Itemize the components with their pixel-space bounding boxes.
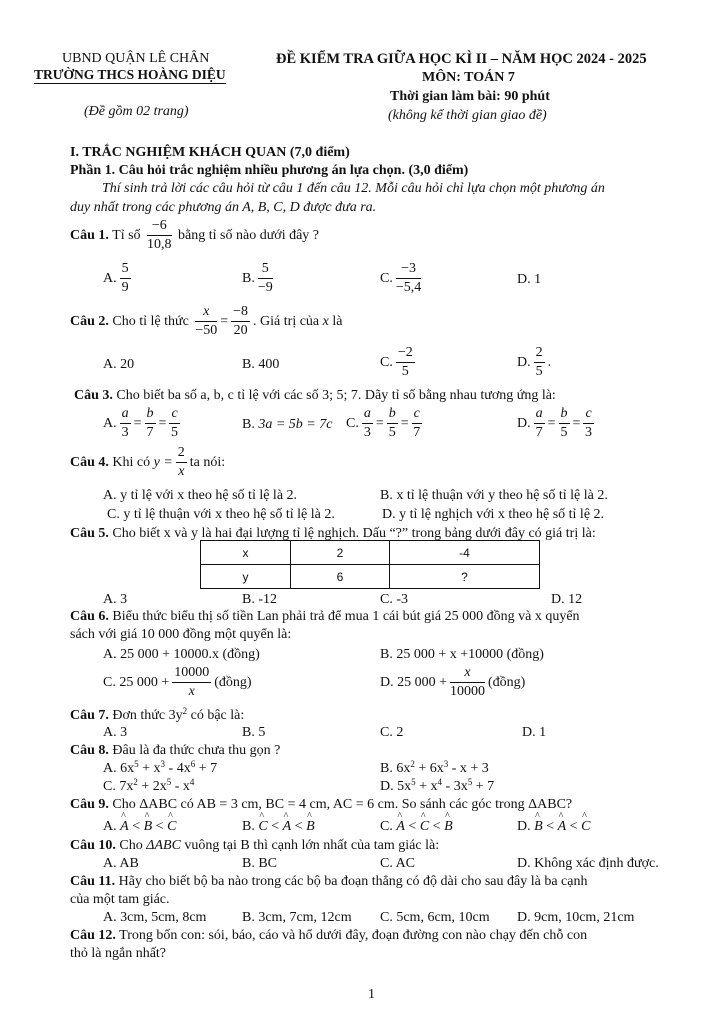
instruction-line-1: Thí sinh trả lời các câu hỏi từ câu 1 đến câu 12. Mỗi câu hỏi chỉ lựa chọn một phương án [102,181,605,196]
table-cell: x [201,541,291,565]
q5-option-c: C. -3 [380,592,408,607]
q6-option-a: A. 25 000 + 10000.x (đồng) [103,647,260,662]
q8-option-b: B. $6x^2 + 6x^3 - x + 3$ [380,759,489,776]
subject: MÔN: TOÁN 7 [422,70,515,85]
fraction: $\frac{-6}{10,8}$ [147,218,172,252]
q5-option-d: D. 12 [551,592,583,607]
q9-option-c: C. ^ A < ^ C < ^ B [380,820,453,834]
school-name: TRƯỜNG THCS HOÀNG DIỆU [34,67,226,82]
table-cell: 2 [291,541,390,565]
instruction-line-2: duy nhất trong các phương án A, B, C, D được đưa ra. [70,200,377,215]
question-12-line-1: Câu 12. Trong bốn con: sói, báo, cáo và hổ dưới đây, đoạn đường con nào chạy đến chỗ con [70,928,588,943]
part1-title: Phần 1. Câu hỏi trắc nghiệm nhiều phương án lựa chọn. (3,0 điểm) [70,163,469,178]
q8-option-c: C. $7x^2 + 2x^5 - x^4$ [103,777,195,794]
q3-option-d: D. $\frac{a}{7}$ = $\frac{b}{5}$ = $\frac{c}{3}$ [517,406,593,440]
q11-option-b: B. 3cm, 7cm, 12cm [242,910,352,925]
q9-option-b: B. ^ C < ^ A < ^ B [242,820,315,834]
q1-option-a: A. $\frac{5}{9}$ [103,261,129,295]
q7-option-a: A. 3 [103,725,128,740]
table-cell: ? [389,565,539,589]
q2-option-d: D. $\frac{2}{5}$ . [517,345,552,379]
q8-option-d: D. $5x^5 + x^4 - 3x^5 + 7$ [380,777,495,794]
q1-option-b: B. $\frac{5}{-9}$ [242,261,273,295]
q2-option-c: C. $\frac{-2}{5}$ [380,345,413,379]
section-title: I. TRẮC NGHIỆM KHÁCH QUAN (7,0 điểm) [70,145,350,160]
table-cell: 6 [291,565,390,589]
question-9: Câu 9. Cho ΔABC có AB = 3 cm, BC = 4 cm, AC = 6 cm. So sánh các góc trong ΔABC? [70,797,573,812]
page-number: 1 [368,987,375,1002]
duration: Thời gian làm bài: 90 phút [390,89,550,104]
q7-option-c: C. 2 [380,725,404,740]
values-table [200,540,540,589]
q9-option-a: A. ^ A < ^ B < ^ C [103,820,176,834]
q2-option-b: B. 400 [242,357,280,372]
question-12-line-2: thỏ là ngắn nhất? [70,946,167,961]
q10-option-c: C. AC [380,856,416,871]
q2-option-a: A. 20 [103,357,135,372]
q11-option-a: A. 3cm, 5cm, 8cm [103,910,207,925]
question-5: Câu 5. Cho biết x và y là hai đại lượng tỉ lệ nghịch. Dấu “?” trong bảng dưới đây có giá trị là: [70,526,596,541]
question-1: Câu 1. Tỉ số $\frac{-6}{10,8}$ bằng tỉ số nào dưới đây ? [70,218,320,252]
table-row [201,565,540,589]
table-cell: y [201,565,291,589]
question-4: Câu 4. Khi có y = $\frac{2}{x}$ ta nói: [70,445,226,479]
question-11-line-2: của một tam giác. [70,892,170,907]
question-8: Câu 8. Đâu là đa thức chưa thu gọn ? [70,743,281,758]
q7-option-b: B. 5 [242,725,266,740]
q10-option-b: B. BC [242,856,278,871]
department-name: UBND QUẬN LÊ CHÂN [62,51,210,66]
question-3: Câu 3. Cho biết ba số a, b, c tỉ lệ với các số 3; 5; 7. Dãy tỉ số bằng nhau tương ứng là: [74,388,556,403]
q5-option-b: B. -12 [242,592,277,607]
q3-option-b: B. 3a = 5b = 7c [242,417,333,432]
q4-option-b: B. x tỉ lệ thuận với y theo hệ số tỉ lệ là 2. [380,488,608,503]
q1-option-d: D. 1 [517,272,542,287]
q3-option-c: C. $\frac{a}{3}$ = $\frac{b}{5}$ = $\frac{c}{7}$ [346,406,421,440]
pages-note: (Đề gồm 02 trang) [84,104,189,119]
question-6-line-2: sách với giá 10 000 đồng một quyển là: [70,627,292,642]
q10-option-d: D. Không xác định được. [517,856,659,871]
question-6-line-1: Câu 6. Biểu thức biểu thị số tiền Lan phải trả để mua 1 cái bút giá 25 000 đồng và x quyển [70,609,580,624]
duration-note: (không kể thời gian giao đề) [388,108,547,123]
exam-title: ĐỀ KIỂM TRA GIỮA HỌC KÌ II – NĂM HỌC 2024 - 2025 [276,51,647,67]
question-10: Câu 10. Cho ΔABC vuông tại B thì cạnh lớn nhất của tam giác là: [70,838,440,853]
q4-option-a: A. y tỉ lệ với x theo hệ số tỉ lệ là 2. [103,488,298,503]
q11-option-d: D. 9cm, 10cm, 21cm [517,910,635,925]
q9-option-d: D. ^ B < ^ A < ^ C [517,820,590,834]
q7-option-d: D. 1 [522,725,547,740]
question-2: Câu 2. Cho tỉ lệ thức $\frac{x}{-50}$ = $\frac{-8}{20}$ . Giá trị của x là [70,304,343,338]
q6-option-d: D. 25 000 + $\frac{x}{10000}$ (đồng) [380,665,526,699]
q1-option-c: C. $\frac{-3}{-5,4}$ [380,261,422,295]
question-11-line-1: Câu 11. Hãy cho biết bộ ba nào trong các bộ ba đoạn thẳng có độ dài cho sau đây là ba cạnh [70,874,588,889]
q6-option-b: B. 25 000 + x +10000 (đồng) [380,647,544,662]
q4-option-d: D. y tỉ lệ nghịch với x theo hệ số tỉ lệ 2. [382,507,605,522]
q8-option-a: A. $6x^5 + x^3 - 4x^6 + 7$ [103,759,218,776]
table-row [201,541,540,565]
q10-option-a: A. AB [103,856,139,871]
question-7: Câu 7. Đơn thức $3y^2$ có bậc là: [70,706,245,723]
q11-option-c: C. 5cm, 6cm, 10cm [380,910,490,925]
q4-option-c: C. y tỉ lệ thuận với x theo hệ số tỉ lệ là 2. [107,507,335,522]
q3-option-a: A. $\frac{a}{3}$ = $\frac{b}{7}$ = $\frac{c}{5}$ [103,406,179,440]
q6-option-c: C. 25 000 + $\frac{10000}{x}$ (đồng) [103,665,252,699]
q5-option-a: A. 3 [103,592,128,607]
table-cell: -4 [389,541,539,565]
